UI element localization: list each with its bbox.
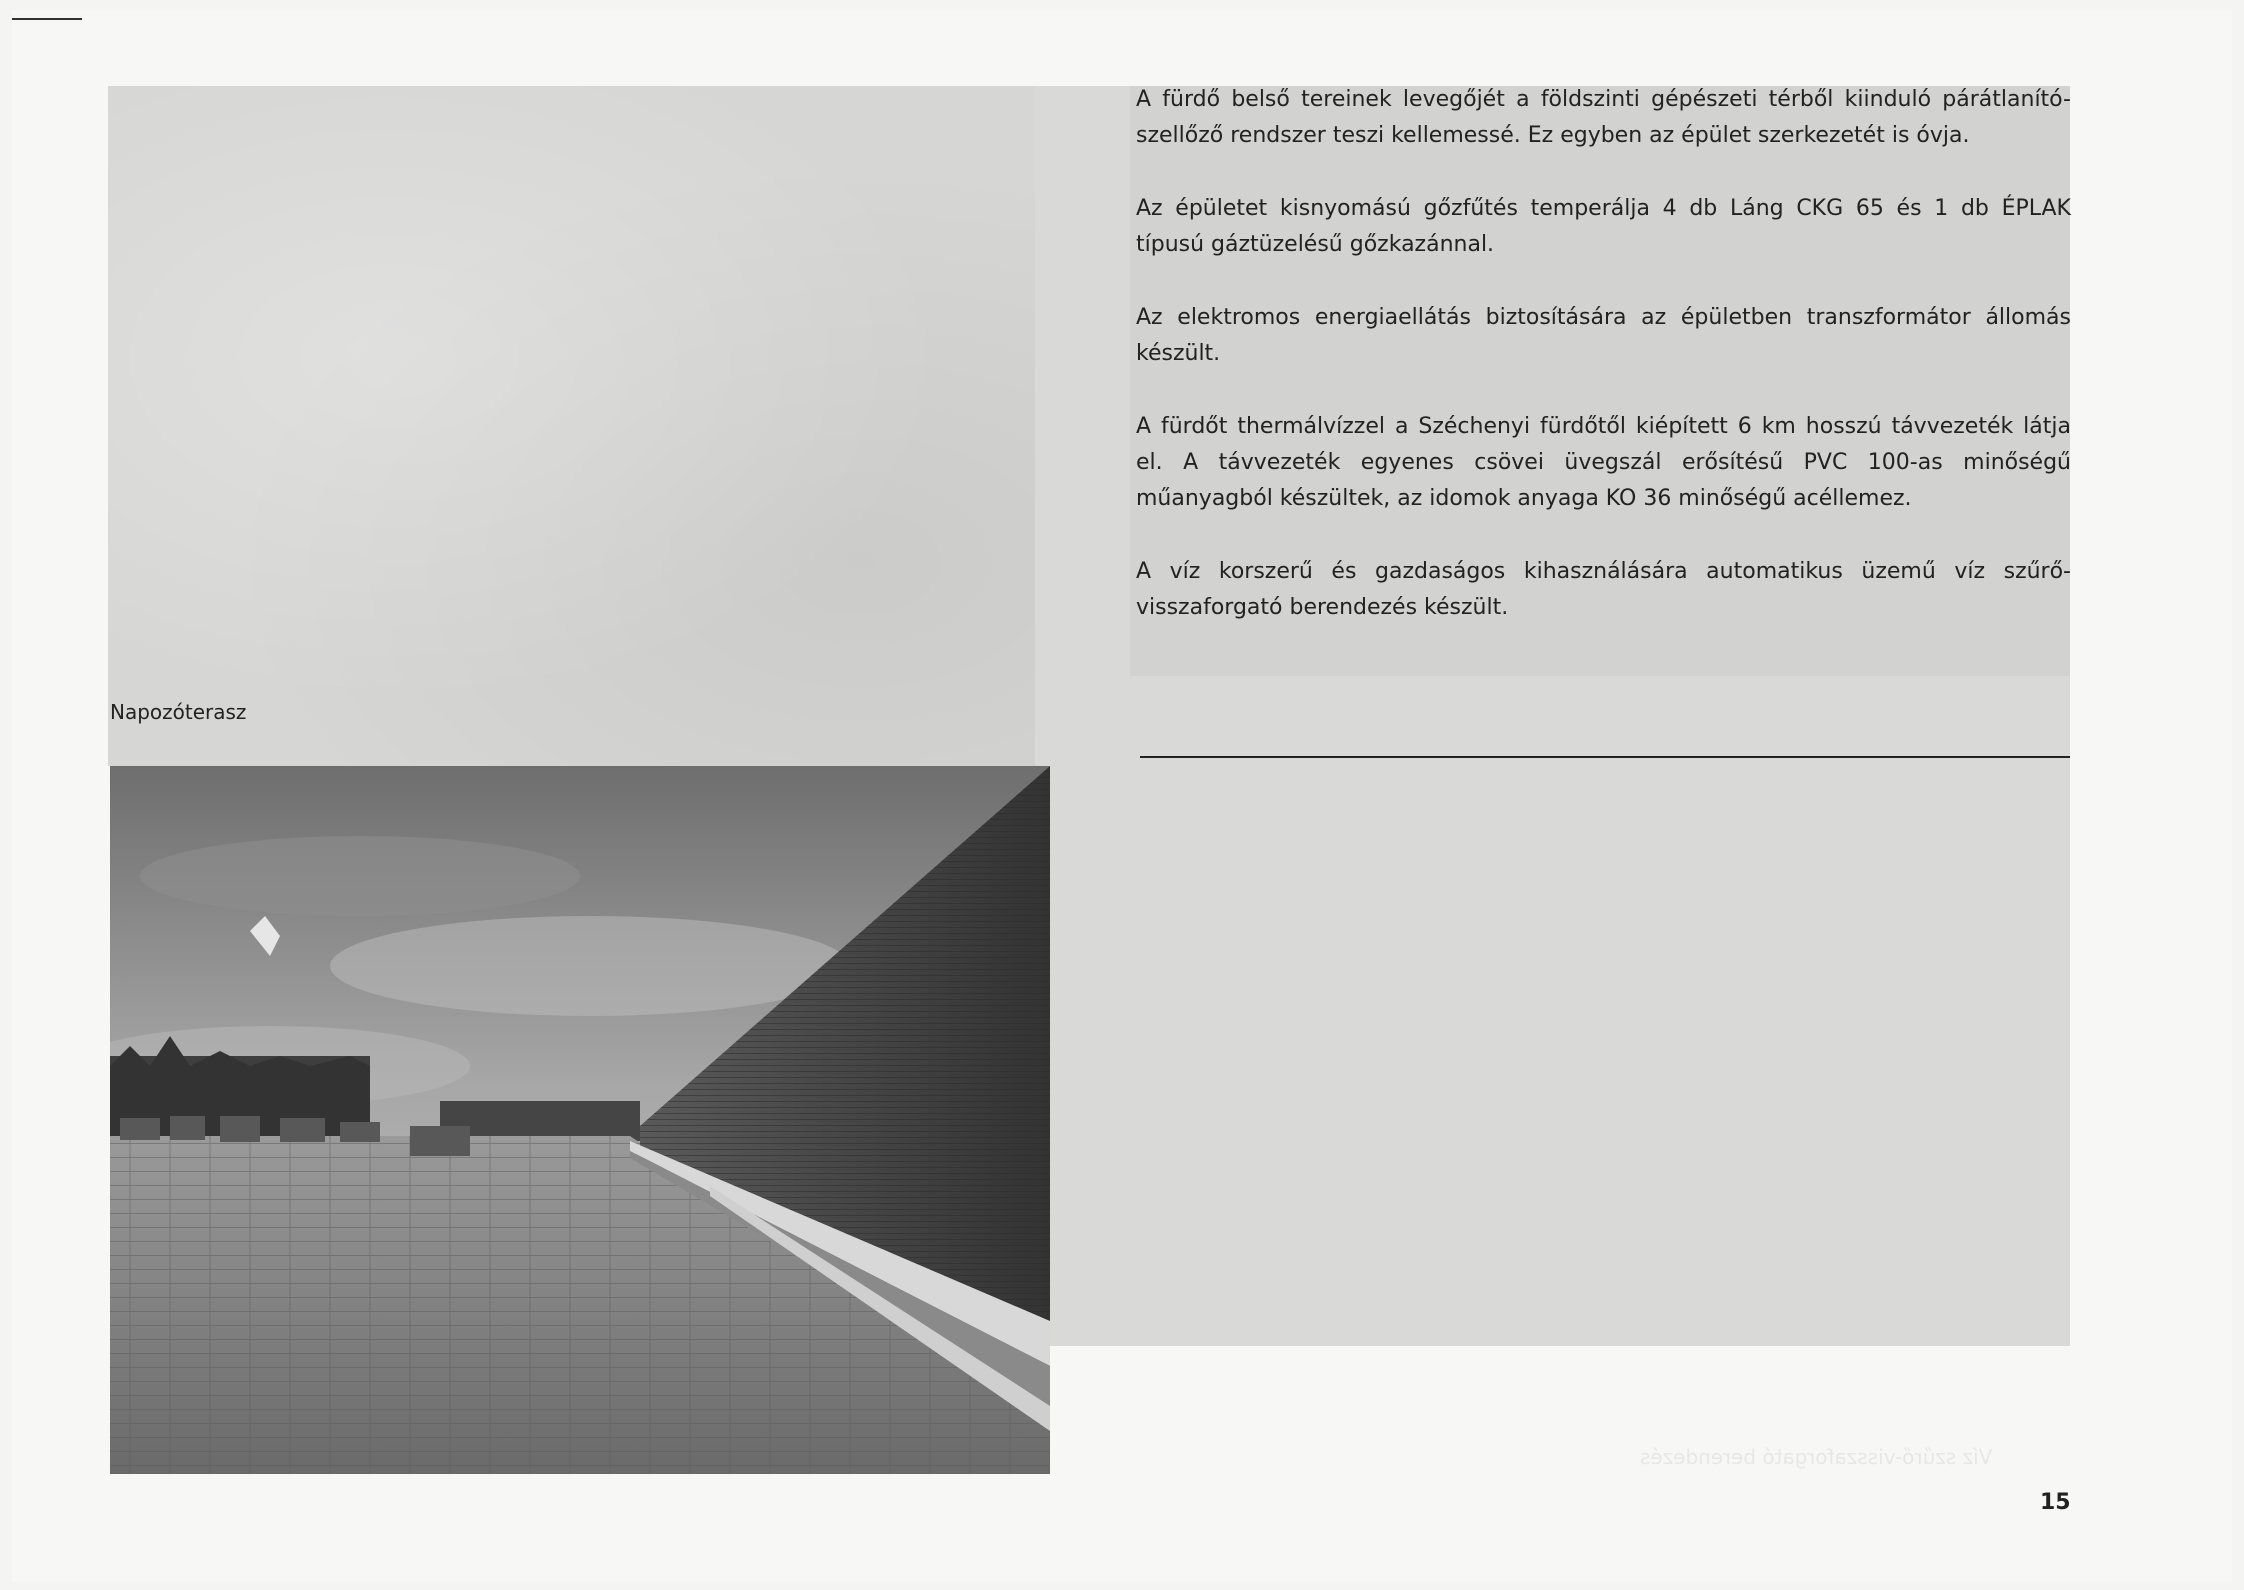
bleed-through-text: Víz szűrő-visszaforgató berendezés xyxy=(1640,1445,1993,1469)
paragraph-water-recycling: A víz korszerű és gazdaságos kihasználására automatikus üzemű víz szűrő-visszaforgató berendezés készült. xyxy=(1136,559,2071,620)
paragraph-electricity: Az elektromos energiaellátás biztosítására az épületben transzformátor állomás készült. xyxy=(1136,305,2071,366)
photo-caption: Napozóterasz xyxy=(110,700,247,724)
sun-terrace-photo xyxy=(110,766,1050,1474)
top-rule xyxy=(12,18,82,20)
paragraph-ventilation: A fürdő belső tereinek levegőjét a földszinti gépészeti térből kiinduló párátlanító-szellőző rendszer teszi kellemessé. Ez egyben az épület szerkezetét is óvja. xyxy=(1136,87,2071,148)
horizontal-rule xyxy=(1140,756,2070,758)
grey-panel-upper-left xyxy=(108,86,1048,766)
paragraph-heating: Az épületet kisnyomású gőzfűtés temperálja 4 db Láng CKG 65 és 1 db ÉPLAK típusú gáztüzelésű gőzkazánnal. xyxy=(1136,196,2071,257)
paragraph-thermal-water: A fürdőt thermálvízzel a Széchenyi fürdőtől kiépített 6 km hosszú távvezeték látja el. A távvezeték egyenes csövei üvegszál erősítésű PVC 100-as minőségű műanyagból készültek, az idomok anyaga KO 36 minőségű acéllemez. xyxy=(1136,414,2071,511)
body-text xyxy=(1136,82,2071,663)
page-number: 15 xyxy=(2040,1490,2071,1515)
